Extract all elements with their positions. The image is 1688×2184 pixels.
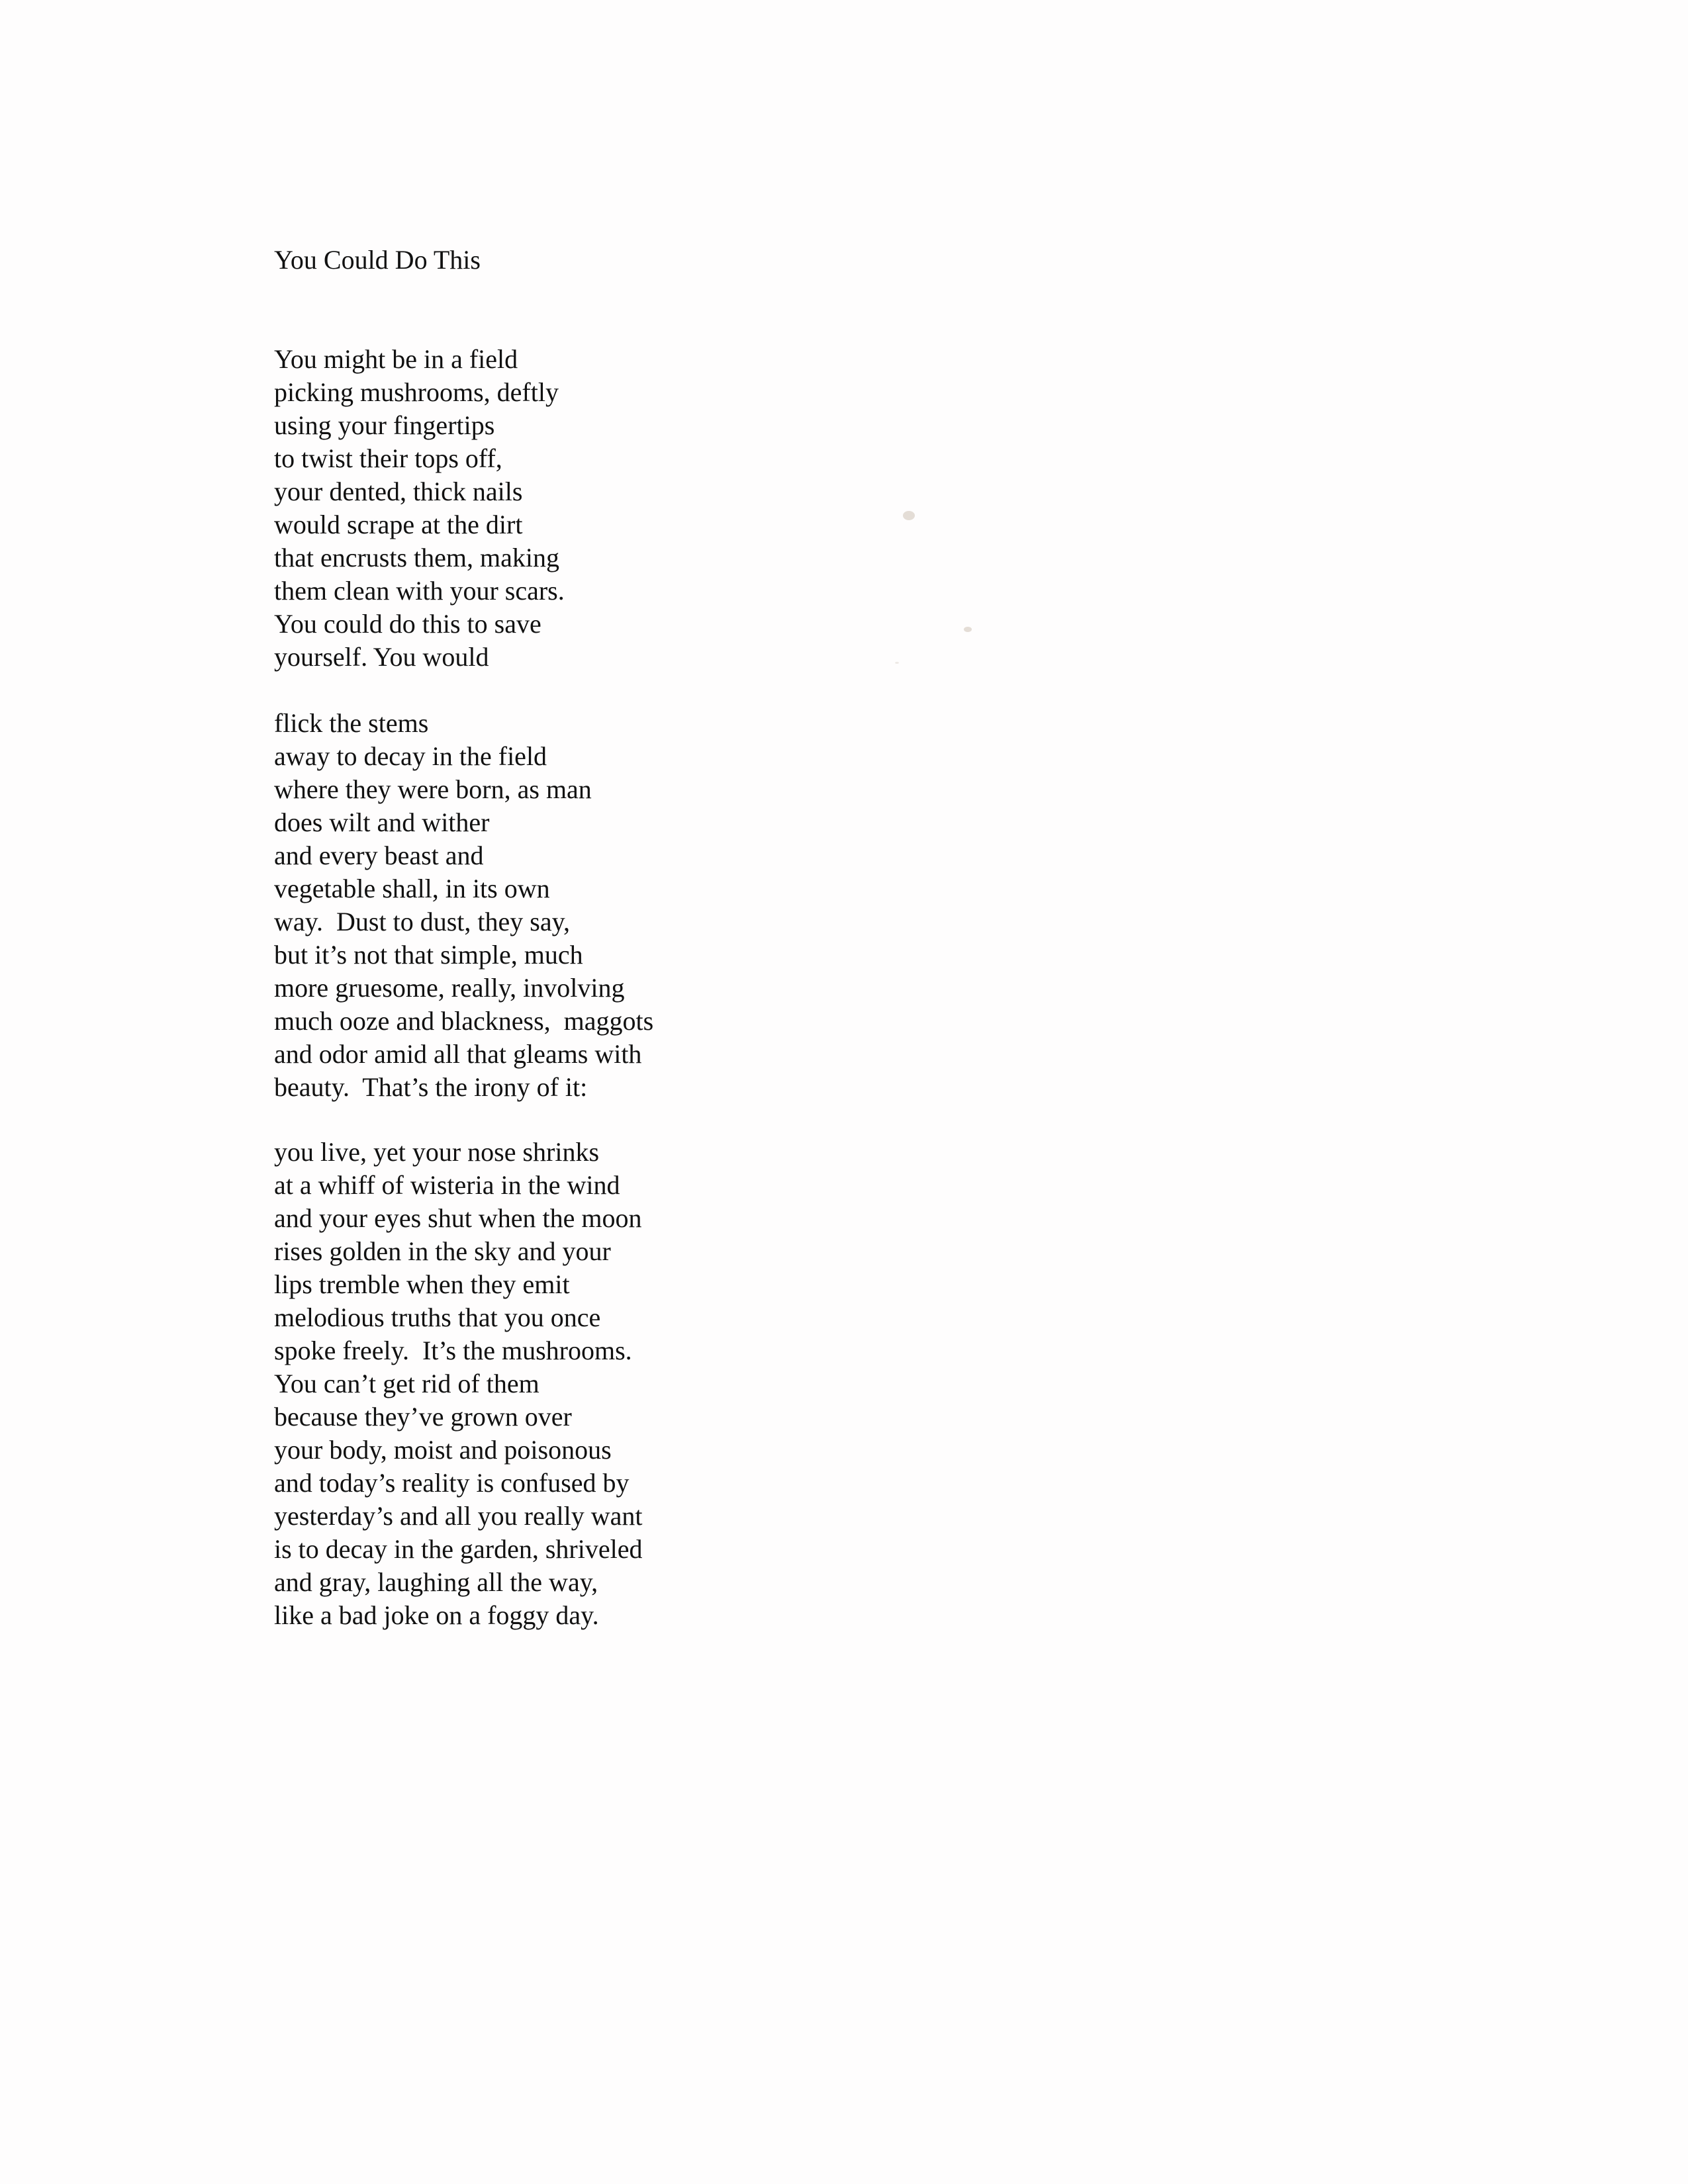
- stanza-1: [274, 343, 565, 674]
- poem-line: beauty. That’s the irony of it:: [274, 1072, 588, 1102]
- poem-line: them clean with your scars.: [274, 576, 565, 606]
- poem-line: You can’t get rid of them: [274, 1369, 539, 1398]
- poem-line: and odor amid all that gleams with: [274, 1039, 642, 1069]
- poem-line: melodious truths that you once: [274, 1302, 601, 1332]
- stanza-3: [274, 1136, 642, 1632]
- poem-line: but it’s not that simple, much: [274, 940, 583, 970]
- poem-line: rises golden in the sky and your: [274, 1236, 611, 1266]
- poem-line: and gray, laughing all the way,: [274, 1567, 598, 1597]
- poem-line: that encrusts them, making: [274, 543, 560, 572]
- poem-line: to twist their tops off,: [274, 443, 502, 473]
- poem-line: and your eyes shut when the moon: [274, 1203, 642, 1233]
- poem-line: and every beast and: [274, 841, 484, 870]
- poem-line: you live, yet your nose shrinks: [274, 1137, 600, 1167]
- poem-line: because they’ve grown over: [274, 1402, 572, 1432]
- paper-speck: [964, 627, 972, 632]
- poem-line: would scrape at the dirt: [274, 510, 523, 539]
- poem-line: using your fingertips: [274, 410, 495, 440]
- poem-line: like a bad joke on a foggy day.: [274, 1600, 599, 1630]
- poem-title: You Could Do This: [274, 245, 481, 275]
- poem-line: vegetable shall, in its own: [274, 874, 550, 903]
- poem-line: much ooze and blackness, maggots: [274, 1006, 654, 1036]
- poem-line: your body, moist and poisonous: [274, 1435, 612, 1465]
- poem-line: picking mushrooms, deftly: [274, 377, 559, 407]
- poem-line: way. Dust to dust, they say,: [274, 907, 570, 936]
- poem-line: spoke freely. It’s the mushrooms.: [274, 1336, 632, 1365]
- poem-line: yourself. You would: [274, 642, 489, 672]
- poem-line: more gruesome, really, involving: [274, 973, 625, 1003]
- poem-line: You might be in a field: [274, 344, 518, 374]
- poem-line: where they were born, as man: [274, 774, 592, 804]
- poem-line: flick the stems: [274, 708, 429, 738]
- poem-line: at a whiff of wisteria in the wind: [274, 1170, 620, 1200]
- poem-line: away to decay in the field: [274, 741, 547, 771]
- poem-line: is to decay in the garden, shriveled: [274, 1534, 643, 1564]
- poem-line: You could do this to save: [274, 609, 541, 639]
- poem-line: and today’s reality is confused by: [274, 1468, 630, 1498]
- poem-line: does wilt and wither: [274, 807, 490, 837]
- stanza-2: [274, 707, 653, 1104]
- poem-line: your dented, thick nails: [274, 477, 523, 506]
- paper-speck: [903, 511, 915, 520]
- paper-speck: [895, 662, 899, 664]
- poem-line: yesterday’s and all you really want: [274, 1501, 643, 1531]
- poem-line: lips tremble when they emit: [274, 1269, 570, 1299]
